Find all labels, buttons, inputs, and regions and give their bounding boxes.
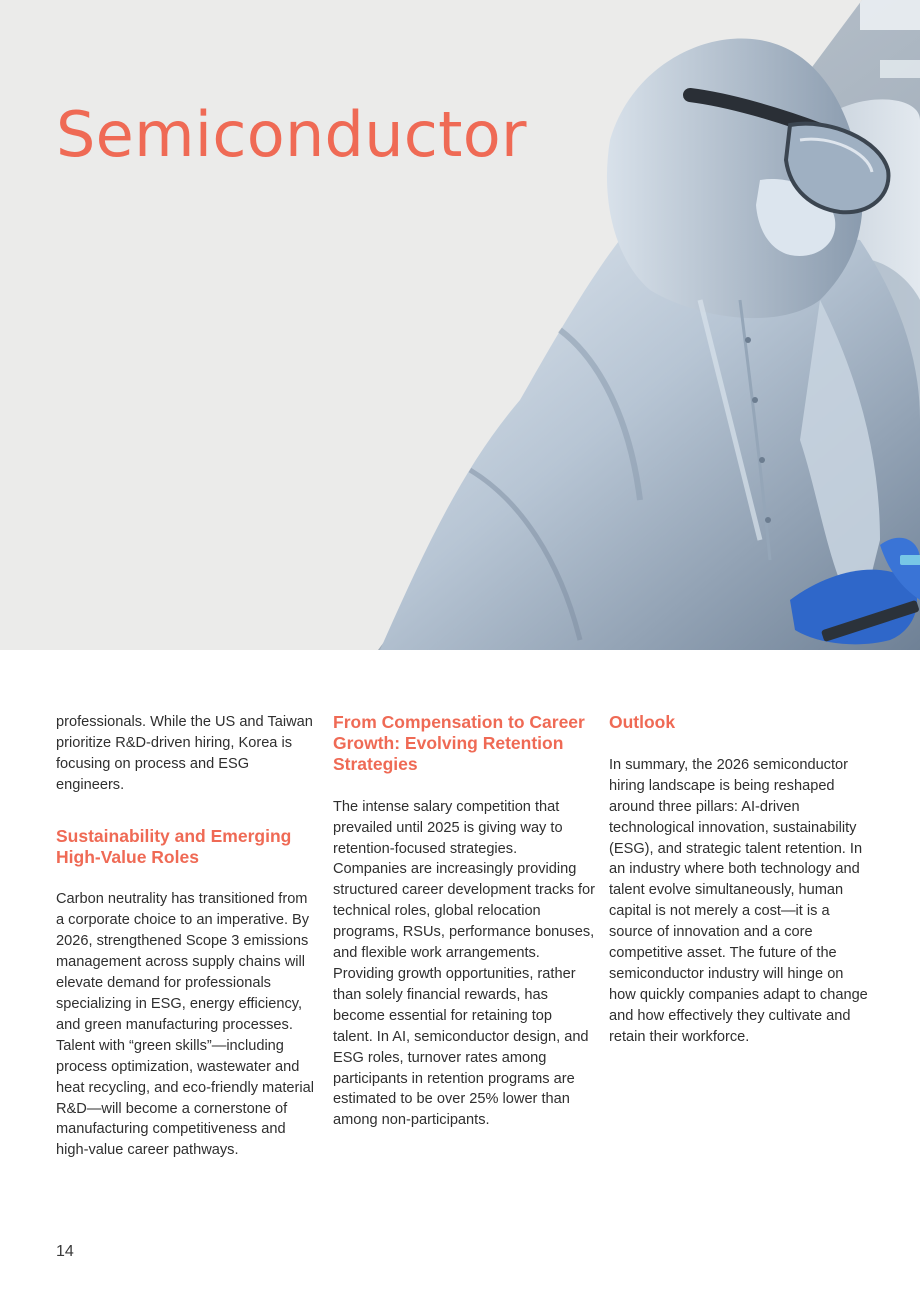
page-number: 14 [56,1243,74,1260]
section-heading-retention: From Compensation to Career Growth: Evolving Retention Strategies [333,712,585,774]
section-heading-outlook: Outlook [609,712,676,732]
section-body-retention: The intense salary competition that prevailed until 2025 is giving way to retention-focused strategies. Companies are increasingly providing structured career development tracks for technical roles, global relocation programs, RSUs, performance bonuses, and flexible work arrangements. Providing growth opportunities, rather than solely financial rewards, has become essential for retaining top talent. In AI, semiconductor design, and ESG roles, turnover rates among participants in retention programs are estimated to be over 25% lower than among non-participants. [333,798,595,1129]
text-column-3 [609,712,871,1048]
hero-section [0,0,920,650]
page-title: Semiconductor [56,98,527,171]
section-body-outlook: In summary, the 2026 semiconductor hiring landscape is being reshaped around three pillars: AI-driven technological innovation, sustainability (ESG), and strategic talent retention. In an industry where both technology and talent evolve simultaneously, human capital is not merely a cost—it is a source of innovation and a core competitive asset. The future of the semiconductor industry will hinge on how quickly companies adapt to change and how effectively they cultivate and retain their workforce. [609,756,868,1045]
section-heading-sustainability: Sustainability and Emerging High-Value Roles [56,825,292,867]
intro-paragraph: professionals. While the US and Taiwan prioritize R&D-driven hiring, Korea is focusing on process and ESG engineers. [56,714,313,793]
section-body-sustainability: Carbon neutrality has transitioned from a corporate choice to an imperative. By 2026, strengthened Scope 3 emissions management across supply chains will elevate demand for professionals specializing in ESG, energy efficiency, and green manufacturing processes. Talent with “green skills”—including process optimization, wastewater and heat recycling, and eco-friendly material R&D—will become a cornerstone of manufacturing competitiveness and high-value career pathways. [56,891,314,1159]
text-column-2 [333,712,595,1131]
text-column-1 [56,712,316,1161]
